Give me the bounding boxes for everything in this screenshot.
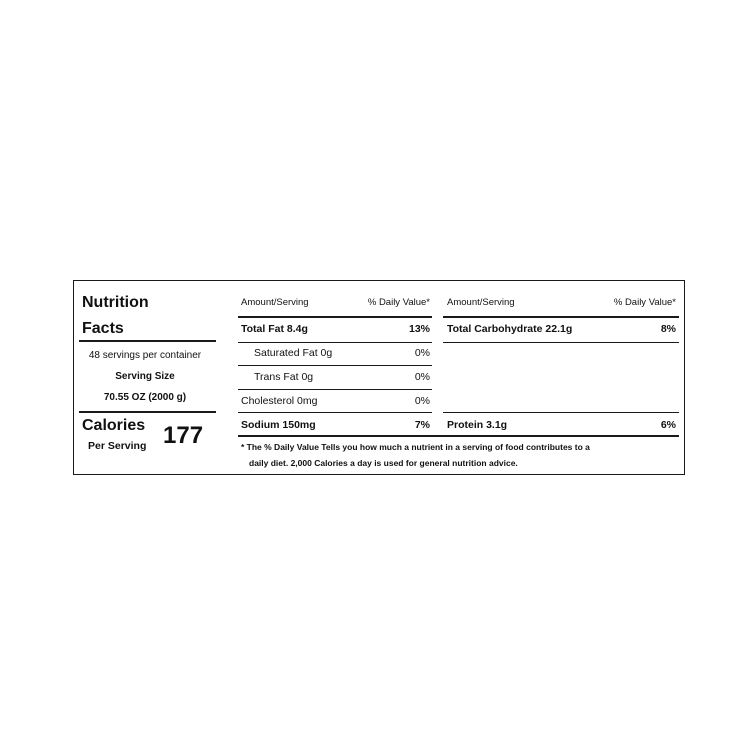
middle-header-dv: % Daily Value* [367,297,430,308]
row-saturated-fat-dv: 0% [414,347,430,359]
label-title-line1: Nutrition [82,294,149,311]
right-rule-1 [443,342,679,343]
row-total-fat-dv: 13% [408,323,430,335]
per-serving-label: Per Serving [88,440,147,452]
label-title-line2: Facts [82,320,124,337]
left-divider-top [79,340,216,342]
middle-rule-4 [238,412,432,413]
footnote-line1: * The % Daily Value Tells you how much a nutrient in a serving of food contributes to a [241,442,590,452]
row-cholesterol-dv: 0% [414,395,430,407]
right-header-amount: Amount/Serving [447,297,515,308]
middle-header-amount: Amount/Serving [241,297,309,308]
row-cholesterol: Cholesterol 0mg [241,395,318,407]
nutrition-facts-label [73,280,685,475]
row-total-fat: Total Fat 8.4g [241,323,308,335]
row-trans-fat-dv: 0% [414,371,430,383]
middle-rule-2 [238,365,432,366]
row-saturated-fat: Saturated Fat 0g [254,347,333,359]
right-header-rule [443,316,679,318]
servings-per-container: 48 servings per container [88,350,202,361]
row-trans-fat: Trans Fat 0g [254,371,314,383]
calories-label: Calories [82,417,146,434]
row-sodium-dv: 7% [414,419,430,431]
middle-rule-1 [238,342,432,343]
footnote-rule [238,435,679,437]
middle-header-rule [238,316,432,318]
row-protein: Protein 3.1g [447,419,508,431]
calories-value: 177 [163,422,204,449]
row-total-carbohydrate-dv: 8% [660,323,676,335]
footnote-line2: daily diet. 2,000 Calories a day is used for general nutrition advice. [249,458,518,468]
row-protein-dv: 6% [660,419,676,431]
middle-rule-3 [238,389,432,390]
serving-size-label: Serving Size [115,371,175,382]
right-header-dv: % Daily Value* [613,297,676,308]
row-sodium: Sodium 150mg [241,419,316,431]
serving-size-value: 70.55 OZ (2000 g) [103,392,187,403]
row-total-carbohydrate: Total Carbohydrate 22.1g [447,323,573,335]
right-rule-2 [443,412,679,413]
left-divider-bottom [79,411,216,413]
